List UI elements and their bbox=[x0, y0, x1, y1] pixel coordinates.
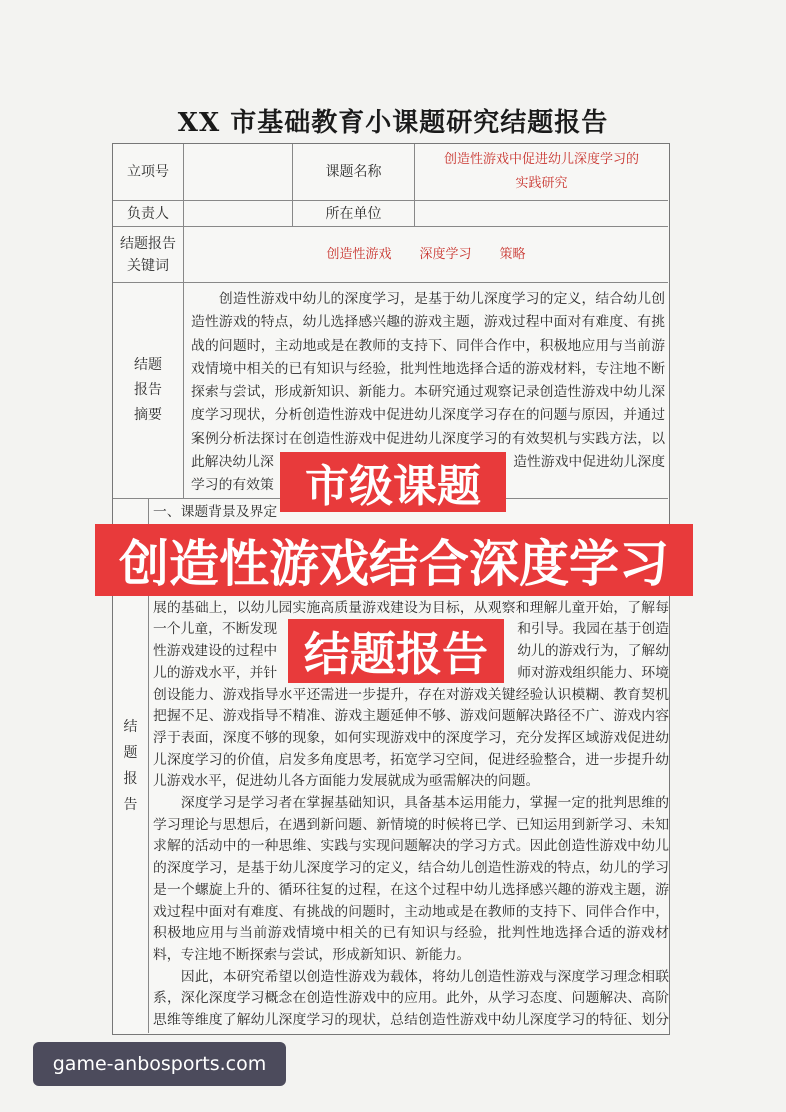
keyword: 深度学习 bbox=[419, 246, 472, 262]
text-line bbox=[191, 358, 665, 381]
unit-label: 所在单位 bbox=[293, 201, 415, 227]
topic-name-value bbox=[415, 144, 668, 201]
text-line-end: 造性游戏中促进幼儿深度 bbox=[513, 454, 665, 471]
text-line-end: 师对游戏组织能力、环境 bbox=[517, 664, 669, 681]
project-no-value bbox=[184, 144, 293, 201]
keyword: 创造性游戏 bbox=[326, 246, 392, 262]
text-line-start: 是一个螺旋上升的、循环往复的过程，在这个过程中幼儿选择感兴趣的游戏主题，游 bbox=[153, 881, 669, 898]
text-line-start: 案例分析法探讨在创造性游戏中促进幼儿深度学习的有效契机与实践方法，以 bbox=[191, 430, 665, 447]
text-line bbox=[153, 858, 669, 880]
text-line bbox=[153, 750, 669, 772]
report-label-part: 告 bbox=[123, 797, 138, 813]
text-line-start: 因此，本研究希望以创造性游戏为载体，将幼儿创造性游戏与深度学习理念相联 bbox=[153, 968, 669, 985]
keyword: 策略 bbox=[499, 246, 526, 262]
text-line bbox=[153, 836, 669, 858]
keywords-label-line1: 结题报告 bbox=[120, 235, 176, 252]
abstract-label bbox=[113, 283, 184, 499]
banner-city-level-topic: 市级课题 bbox=[280, 452, 506, 512]
abstract-label-part: 结题 bbox=[134, 357, 162, 373]
text-line bbox=[153, 815, 669, 837]
topic-name-line1: 创造性游戏中促进幼儿深度学习的 bbox=[443, 152, 639, 167]
report-label-part: 题 bbox=[123, 745, 138, 761]
text-line-start: 积极地应用与当前游戏情境中相关的已有知识与经验，批判性地选择合适的游戏材 bbox=[153, 925, 669, 942]
text-line bbox=[153, 706, 669, 728]
text-line-start: 创设能力、游戏指导水平还需进一步提升，存在对游戏关键经验认识模糊、教育契机 bbox=[153, 686, 669, 703]
text-line bbox=[191, 288, 665, 311]
topic-name-label: 课题名称 bbox=[293, 144, 415, 201]
text-line-start: 深度学习是学习者在掌握基础知识，具备基本运用能力，掌握一定的批判思维的 bbox=[153, 795, 669, 812]
abstract-label-part: 报告 bbox=[134, 382, 162, 398]
text-line-start: 性游戏建设的过程中 bbox=[153, 643, 278, 660]
text-line-start: 把握不足、游戏指导不精准、游戏主题延伸不够、游戏问题解决路径不广、游戏内容 bbox=[153, 708, 669, 725]
project-no-label: 立项号 bbox=[113, 144, 184, 201]
watermark: game-anbosports.com bbox=[33, 1042, 286, 1086]
report-label-part: 结 bbox=[123, 719, 138, 735]
text-line-start: 一个儿童，不断发现 bbox=[153, 621, 278, 638]
text-line-start: 一、课题背景及界定 bbox=[153, 504, 278, 520]
text-line bbox=[153, 880, 669, 902]
text-line-start: 探索与尝试，形成新知识、新能力。本研究通过观察记录创造性游戏中幼儿深 bbox=[191, 384, 665, 401]
text-line bbox=[153, 923, 669, 945]
text-line bbox=[153, 902, 669, 924]
text-line-start: 度学习现状，分析创造性游戏中促进幼儿深度学习存在的问题与原因，并通过 bbox=[191, 407, 665, 424]
topic-name-line2: 实践研究 bbox=[515, 176, 568, 191]
leader-value bbox=[184, 201, 293, 227]
text-line bbox=[153, 945, 669, 967]
text-line-start: 造性游戏的特点，幼儿选择感兴趣的游戏主题，游戏过程中面对有难度、有挑 bbox=[191, 314, 665, 331]
text-line-start: 战的问题时，主动地或是在教师的支持下、同伴合作中，积极地应用与当前游 bbox=[191, 337, 665, 354]
text-line-start: 展的基础上，以幼儿园实施高质量游戏建设为目标，从观察和理解儿童开始，了解每 bbox=[153, 599, 669, 616]
text-line-start: 儿深度学习的价值，启发多角度思考，拓宽学习空间，促进经验整合，进一步提升幼 bbox=[153, 751, 669, 768]
text-line bbox=[191, 404, 665, 427]
text-line-start: 创造性游戏中幼儿的深度学习，是基于幼儿深度学习的定义，结合幼儿创 bbox=[191, 291, 665, 307]
text-line bbox=[153, 685, 669, 707]
text-line bbox=[191, 335, 665, 358]
text-line bbox=[153, 967, 669, 989]
text-line-start: 儿的游戏水平，并针 bbox=[153, 664, 278, 681]
text-line-start: 儿游戏水平，促进幼儿各方面能力发展就成为亟需解决的问题。 bbox=[153, 773, 540, 790]
text-line-start: 此解决幼儿深 bbox=[191, 454, 274, 471]
text-line-start: 求解的活动中的一种思维、实践与实现问题解决的学习方式。因此创造性游戏中幼儿 bbox=[153, 838, 669, 855]
text-line-start: 戏过程中面对有难度、有挑战的问题时，主动地或是在教师的支持下、同伴合作中， bbox=[153, 903, 669, 920]
text-line-start: 学习理论与思想后，在遇到新问题、新情境的时候将已学、已知运用到新学习、未知 bbox=[153, 816, 669, 833]
text-line bbox=[191, 381, 665, 404]
text-line-start: 学习的有效策 bbox=[191, 477, 274, 494]
text-line bbox=[153, 988, 669, 1010]
text-line bbox=[153, 728, 669, 750]
text-line bbox=[191, 428, 665, 451]
text-line-start: 戏情境中相关的已有知识与经验，批判性地选择合适的游戏材料，专注地不断 bbox=[191, 360, 665, 377]
report-label-part: 报 bbox=[123, 771, 138, 787]
text-line-start: 浮于表面，深度不够的现象，如何实现游戏中的深度学习，充分发挥区域游戏促进幼 bbox=[153, 729, 669, 746]
text-line-start: 系，深化深度学习概念在创造性游戏中的应用。此外，从学习态度、问题解决、高阶 bbox=[153, 990, 669, 1007]
keywords-label bbox=[113, 227, 184, 283]
text-line-start: 料，专注地不断探索与尝试，形成新知识、新能力。 bbox=[153, 946, 471, 963]
text-line-start: 的深度学习，是基于幼儿深度学习的定义，结合幼儿创造性游戏的特点，幼儿的学习 bbox=[153, 860, 669, 877]
banner-topic-title: 创造性游戏结合深度学习 bbox=[95, 524, 693, 596]
text-line bbox=[153, 771, 669, 793]
text-line-end: 和引导。我园在基于创造 bbox=[517, 621, 669, 638]
text-line bbox=[153, 1010, 669, 1032]
abstract-label-part: 摘要 bbox=[134, 407, 162, 423]
keywords-value bbox=[184, 227, 668, 283]
text-line-end: 幼儿的游戏行为，了解幼 bbox=[517, 643, 669, 660]
text-line-start: 思维等维度了解幼儿深度学习的现状，总结创造性游戏中幼儿深度学习的特征、划分 bbox=[153, 1012, 669, 1029]
text-line bbox=[153, 793, 669, 815]
leader-label: 负责人 bbox=[113, 201, 184, 227]
text-line bbox=[153, 598, 669, 620]
text-line bbox=[191, 311, 665, 334]
unit-value bbox=[415, 201, 668, 227]
banner-final-report: 结题报告 bbox=[288, 619, 504, 683]
keywords-label-line2: 关键词 bbox=[127, 257, 169, 274]
document-title: XX 市基础教育小课题研究结题报告 bbox=[177, 108, 609, 138]
